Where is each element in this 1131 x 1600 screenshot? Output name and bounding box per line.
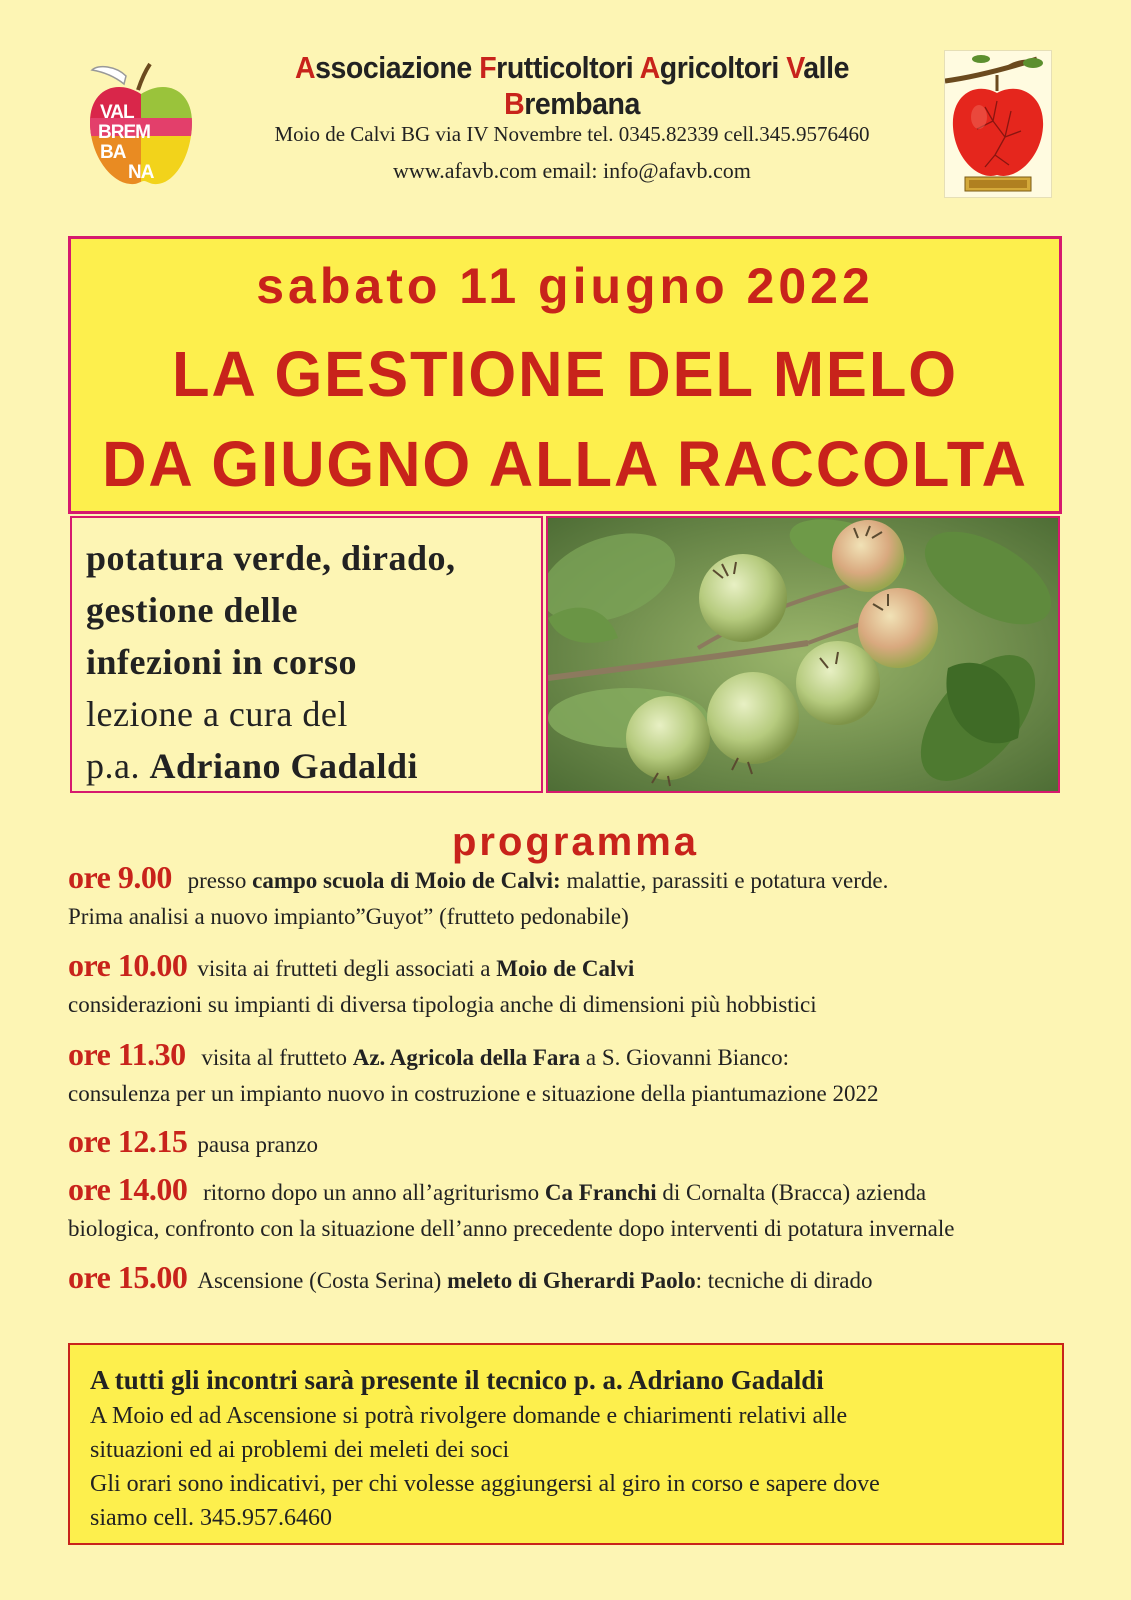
schedule-time: ore 14.00	[68, 1171, 188, 1207]
note-heading: A tutti gli incontri sarà presente il tecnico p. a. Adriano Gadaldi	[90, 1365, 824, 1395]
header	[0, 0, 1131, 210]
svg-text:NA: NA	[128, 162, 154, 183]
svg-text:BREM: BREM	[98, 122, 150, 143]
svg-text:VAL: VAL	[100, 102, 134, 123]
schedule-item: ore 14.00 ritorno dopo un anno all’agriturismo Ca Franchi di Cornalta (Bracca) azienda biologica, confronto con la situazione dell’anno precedente dopo interventi di potatura invernale	[68, 1171, 955, 1241]
topic-box	[70, 516, 543, 793]
schedule-time: ore 11.30	[68, 1036, 186, 1072]
org-address: Moio de Calvi BG via IV Novembre tel. 0345.82339 cell.345.9576460	[274, 122, 870, 146]
apple-logo-icon	[86, 60, 196, 190]
schedule-item: ore 12.15 pausa pranzo	[68, 1123, 319, 1159]
event-title-box	[68, 236, 1062, 514]
note-line: A Moio ed ad Ascensione si potrà rivolgere domande e chiarimenti relativi alle	[90, 1403, 848, 1429]
event-title-line1: LA GESTIONE DEL MELO	[172, 338, 958, 410]
schedule-item: ore 15.00 Ascensione (Costa Serina) meleto di Gherardi Paolo: tecniche di dirado	[68, 1259, 873, 1295]
schedule-time: ore 9.00	[68, 859, 172, 895]
event-title-line2: DA GIUGNO ALLA RACCOLTA	[102, 428, 1028, 500]
note-line: Gli orari sono indicativi, per chi volesse aggiungersi al giro in corso e sapere dove	[90, 1471, 880, 1497]
red-apple-painting-icon	[944, 50, 1052, 198]
org-contact-web: www.afavb.com email: info@afavb.com	[393, 158, 751, 183]
note-line: siamo cell. 345.957.6460	[90, 1505, 332, 1531]
svg-text:BA: BA	[100, 142, 126, 163]
schedule-item: ore 11.30 visita al frutteto Az. Agricola della Fara a S. Giovanni Bianco: consulenza per un impianto nuovo in costruzione e situazione della piantumazione 2022	[68, 1036, 879, 1106]
schedule-time: ore 15.00	[68, 1259, 188, 1295]
event-date: sabato 11 giugno 2022	[256, 258, 874, 314]
programma-heading: programma	[451, 820, 700, 864]
schedule-time: ore 12.15	[68, 1123, 188, 1159]
schedule-item: ore 10.00 visita ai frutteti degli associati a Moio de Calvi considerazioni su impianti di diversa tipologia anche di dimensioni più hobbistici	[68, 947, 817, 1017]
topic-line: infezioni in corso	[86, 642, 357, 682]
schedule-item: ore 9.00 presso campo scuola di Moio de Calvi: malattie, parassiti e potatura verde. Prima analisi a nuovo impianto”Guyot” (frutteto pedonabile)	[68, 859, 889, 929]
note-line: situazioni ed ai problemi dei meleti dei soci	[90, 1437, 510, 1463]
topic-line: potatura verde, dirado,	[86, 538, 456, 578]
org-name: Associazione Frutticoltori Agricoltori Valle Brembana	[294, 50, 849, 121]
note-box	[68, 1343, 1064, 1545]
lecture-credit: lezione a cura del	[86, 694, 348, 734]
lecturer: p.a. Adriano Gadaldi	[86, 746, 419, 786]
schedule-time: ore 10.00	[68, 947, 188, 983]
topic-line: gestione delle	[86, 590, 298, 630]
young-apples-on-branch-photo	[546, 516, 1060, 793]
